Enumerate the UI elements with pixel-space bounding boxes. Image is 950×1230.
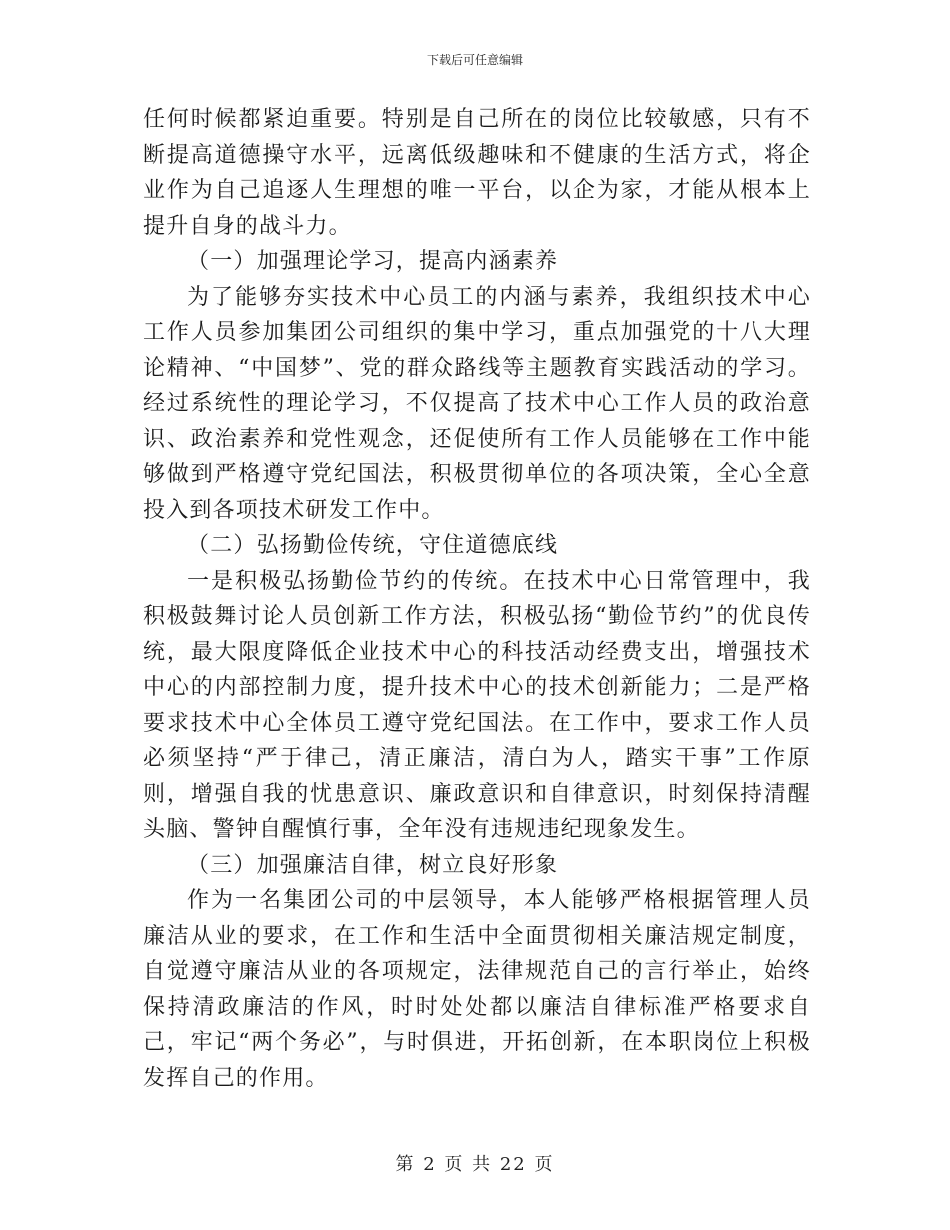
section-heading-3: （三）加强廉洁自律，树立良好形象	[187, 852, 559, 878]
paragraph-continuation: 任何时候都紧迫重要。特别是自己所在的岗位比较敏感，只有不断提高道德操守水平，远离低级趣味和不健康的生活方式，将企业作为自己追逐人生理想的唯一平台，以企为家，才能从根本上提升自身的战斗力。	[143, 107, 811, 239]
section-heading-2: （二）弘扬勤俭传统，守住道德底线	[187, 533, 559, 558]
document-body	[143, 102, 811, 1096]
paragraph-integrity: 作为一名集团公司的中层领导，本人能够严格根据管理人员廉洁从业的要求，在工作和生活中全面贯彻相关廉洁规定制度，自觉遵守廉洁从业的各项规定，法律规范自己的言行举止，始终保持清政廉洁的作风，时时处处都以廉洁自律标准严格要求自己，牢记“两个务必”，与时俱进，开拓创新，在本职岗位上积极发挥自己的作用。	[143, 888, 811, 1091]
section-heading-1: （一）加强理论学习，提高内涵素养	[187, 249, 559, 274]
page-header: 下载后可任意编辑	[426, 53, 523, 67]
paragraph-theory-study: 为了能够夯实技术中心员工的内涵与素养，我组织技术中心工作人员参加集团公司组织的集中学习，重点加强党的十八大理论精神、“中国梦”、党的群众路线等主题教育实践活动的学习。经过系统性的理论学习，不仅提高了技术中心工作人员的政治意识、政治素养和党性观念，还促使所有工作人员能够在工作中能够做到严格遵守党纪国法，积极贯彻单位的各项决策，全心全意投入到各项技术研发工作中。	[143, 284, 811, 523]
page-number-footer: 第 2 页 共 22 页	[395, 1154, 555, 1175]
paragraph-thrift-tradition: 一是积极弘扬勤俭节约的传统。在技术中心日常管理中，我积极鼓舞讨论人员创新工作方法，积极弘扬“勤俭节约”的优良传统，最大限度降低企业技术中心的科技活动经费支出，增强技术中心的内部控制力度，提升技术中心的技术创新能力；二是严格要求技术中心全体员工遵守党纪国法。在工作中，要求工作人员必须坚持“严于律己，清正廉洁，清白为人，踏实干事”工作原则，增强自我的忧患意识、廉政意识和自律意识，时刻保持清醒头脑、警钟自醒慎行事，全年没有违规违纪现象发生。	[143, 568, 811, 842]
